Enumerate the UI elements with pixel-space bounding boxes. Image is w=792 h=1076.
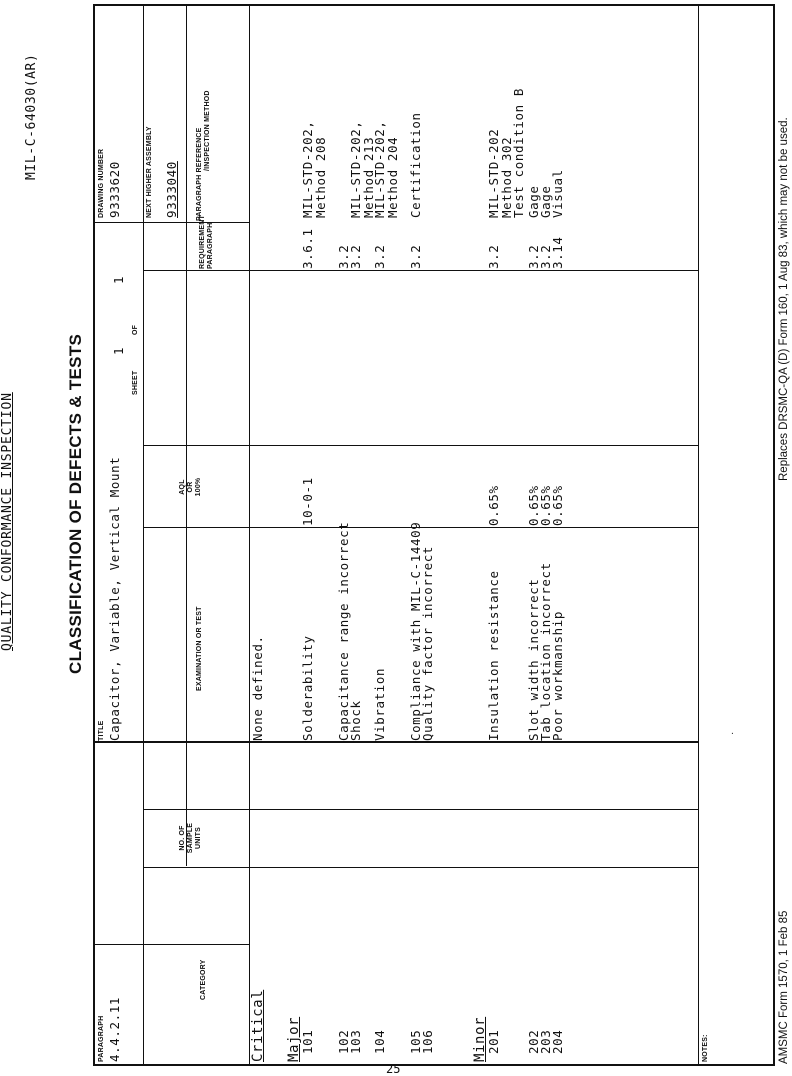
cell-cat: 203 [538, 1029, 553, 1054]
spec-number: MIL-C-64030(AR) [24, 53, 39, 180]
cell-aql: 0.65% [538, 485, 553, 526]
notes-label: NOTES: [702, 1034, 709, 1062]
cell-req: 3.2 [336, 244, 351, 269]
cell-exam: Quality factor incorrect [420, 545, 435, 741]
cell-cat: 105 [408, 1029, 423, 1054]
cell-cat: 104 [372, 1029, 387, 1054]
cell-aql: 10-0-1 [300, 477, 315, 526]
cell-req: 3.2 [538, 244, 553, 269]
cell-cat: 102 [336, 1029, 351, 1054]
cell-cat: 106 [420, 1029, 435, 1054]
sheet-number: 1 [111, 346, 126, 355]
sample-units-column-header: NO. OF SAMPLE UNITS [179, 822, 202, 854]
cell-cat: 201 [486, 1029, 501, 1054]
form-heading: CLASSIFICATION OF DEFECTS & TESTS [66, 333, 85, 674]
cell-exam: Insulation resistance [486, 570, 501, 741]
cell-exam: Vibration [372, 667, 387, 741]
of-label: OF [132, 324, 139, 335]
examination-column-header: EXAMINATION OR TEST [196, 606, 203, 691]
cell-ref: MIL-STD-202, [372, 120, 387, 218]
cell-exam: Shock [348, 700, 363, 741]
cell-ref: Gage [526, 185, 541, 218]
cell-ref: Visual [550, 169, 565, 218]
cell-aql: 0.65% [550, 485, 565, 526]
requirement-column-header: REQUIREMENT PARAGRAPH [199, 215, 214, 269]
cell-req: 3.14 [550, 236, 565, 269]
cell-cat: 101 [300, 1029, 315, 1054]
cell-exam: Solderability [300, 635, 315, 741]
cell-cat: 103 [348, 1029, 363, 1054]
cell-ref: Method 204 [384, 136, 400, 218]
cell-ref: MIL-STD-202, [300, 120, 315, 218]
cell-ref: Gage [538, 185, 553, 218]
cell-ref: MIL-STD-202 [486, 128, 501, 218]
cell-req: 3.2 [408, 244, 423, 269]
page-title: QUALITY CONFORMANCE INSPECTION [0, 392, 15, 651]
drawing-number-value: 9333620 [107, 161, 122, 218]
aql-column-header: AQL OR 100% [179, 477, 202, 497]
cell-ref: Method 302 [498, 136, 514, 218]
cell-exam: Tab location incorrect [538, 562, 553, 741]
footer-form-id: AMSMC Form 1570, 1 Feb 85 [778, 910, 790, 1064]
notes-mark: · [727, 731, 738, 735]
cell-exam: Poor workmanship [550, 610, 565, 741]
critical-text: None defined. [250, 635, 265, 741]
cell-aql: 0.65% [486, 485, 501, 526]
cell-aql: 0.65% [526, 485, 541, 526]
next-higher-assembly-label: NEXT HIGHER ASSEMBLY [146, 126, 153, 218]
category-column-header: CATEGORY [200, 959, 207, 1000]
drawing-number-label: DRAWING NUMBER [98, 148, 105, 218]
cell-ref: Method 208 [312, 136, 328, 218]
title-label: TITLE [98, 720, 105, 741]
major-heading: Major [286, 1016, 302, 1062]
title-value: Capacitor, Variable, Vertical Mount [107, 456, 122, 741]
cell-cat: 202 [526, 1029, 541, 1054]
cell-ref: MIL-STD-202, [348, 120, 363, 218]
cell-cat: 204 [550, 1029, 565, 1054]
cell-req: 3.2 [486, 244, 501, 269]
critical-heading: Critical [250, 989, 266, 1062]
sheet-label: SHEET [132, 370, 139, 395]
next-higher-assembly-value: 9333040 [164, 161, 179, 218]
cell-exam: Slot width incorrect [526, 578, 541, 741]
cell-req: 3.2 [526, 244, 541, 269]
page-number: 25 [386, 1062, 401, 1076]
cell-ref: Test condition B [511, 87, 526, 218]
cell-ref: Certification [408, 112, 423, 218]
paragraph-label: PARAGRAPH [98, 1015, 105, 1062]
paragraph-value: 4.4.2.11 [107, 996, 122, 1062]
cell-ref: Method 213 [360, 136, 376, 218]
reference-column-header: PARAGRAPH REFERENCE /INSPECTION METHOD [196, 90, 211, 221]
cell-exam: Compliance with MIL-C-14409 [408, 521, 423, 741]
cell-req: 3.2 [372, 244, 387, 269]
sheet-total: 1 [111, 275, 126, 284]
footer-replaces: Replaces DRSMC-QA (D) Form 160, 1 Aug 83, which may not be used. [778, 117, 790, 481]
cell-req: 3.6.1 [300, 228, 315, 269]
cell-exam: Capacitance range incorrect [336, 521, 351, 741]
minor-heading: Minor [472, 1016, 488, 1062]
cell-req: 3.2 [348, 244, 363, 269]
